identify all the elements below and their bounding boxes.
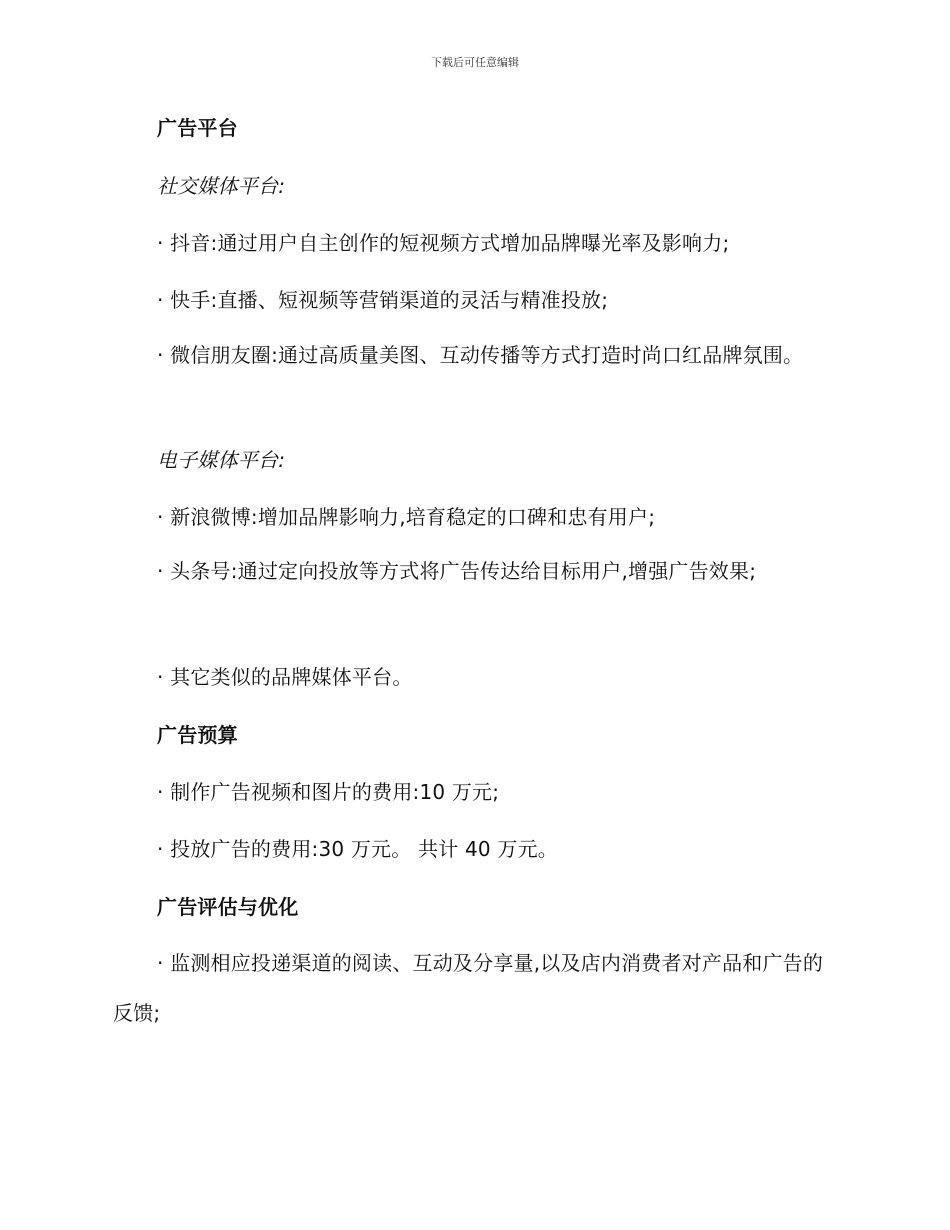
list-item-monitoring: · 监测相应投递渠道的阅读、互动及分享量,以及店内消费者对产品和广告的反馈; [113,951,824,1025]
list-item-other-platforms: · 其它类似的品牌媒体平台。 [157,665,413,689]
list-item-douyin: · 抖音:通过用户自主创作的短视频方式增加品牌曝光率及影响力; [157,231,730,255]
list-item-production-cost: · 制作广告视频和图片的费用:10 万元; [157,780,500,804]
list-item-kuaishou: · 快手:直播、短视频等营销渠道的灵活与精准投放; [157,288,609,312]
section-title-evaluation: 广告评估与优化 [157,895,299,919]
subsection-title-social: 社交媒体平台: [157,174,286,198]
list-item-weibo: · 新浪微博:增加品牌影响力,培育稳定的口碑和忠有用户; [157,505,656,529]
list-item-placement-cost: · 投放广告的费用:30 万元。 共计 40 万元。 [157,837,558,861]
list-item-wechat-moments: · 微信朋友圈:通过高质量美图、互动传播等方式打造时尚口红品牌氛围。 [157,343,804,367]
section-title-budget: 广告预算 [157,723,238,747]
section-title-platform: 广告平台 [157,116,238,140]
page-header-note: 下载后可任意编辑 [431,56,519,69]
list-item-toutiao: · 头条号:通过定向投放等方式将广告传达给目标用户,增强广告效果; [157,559,757,583]
subsection-title-electronic: 电子媒体平台: [157,448,286,472]
